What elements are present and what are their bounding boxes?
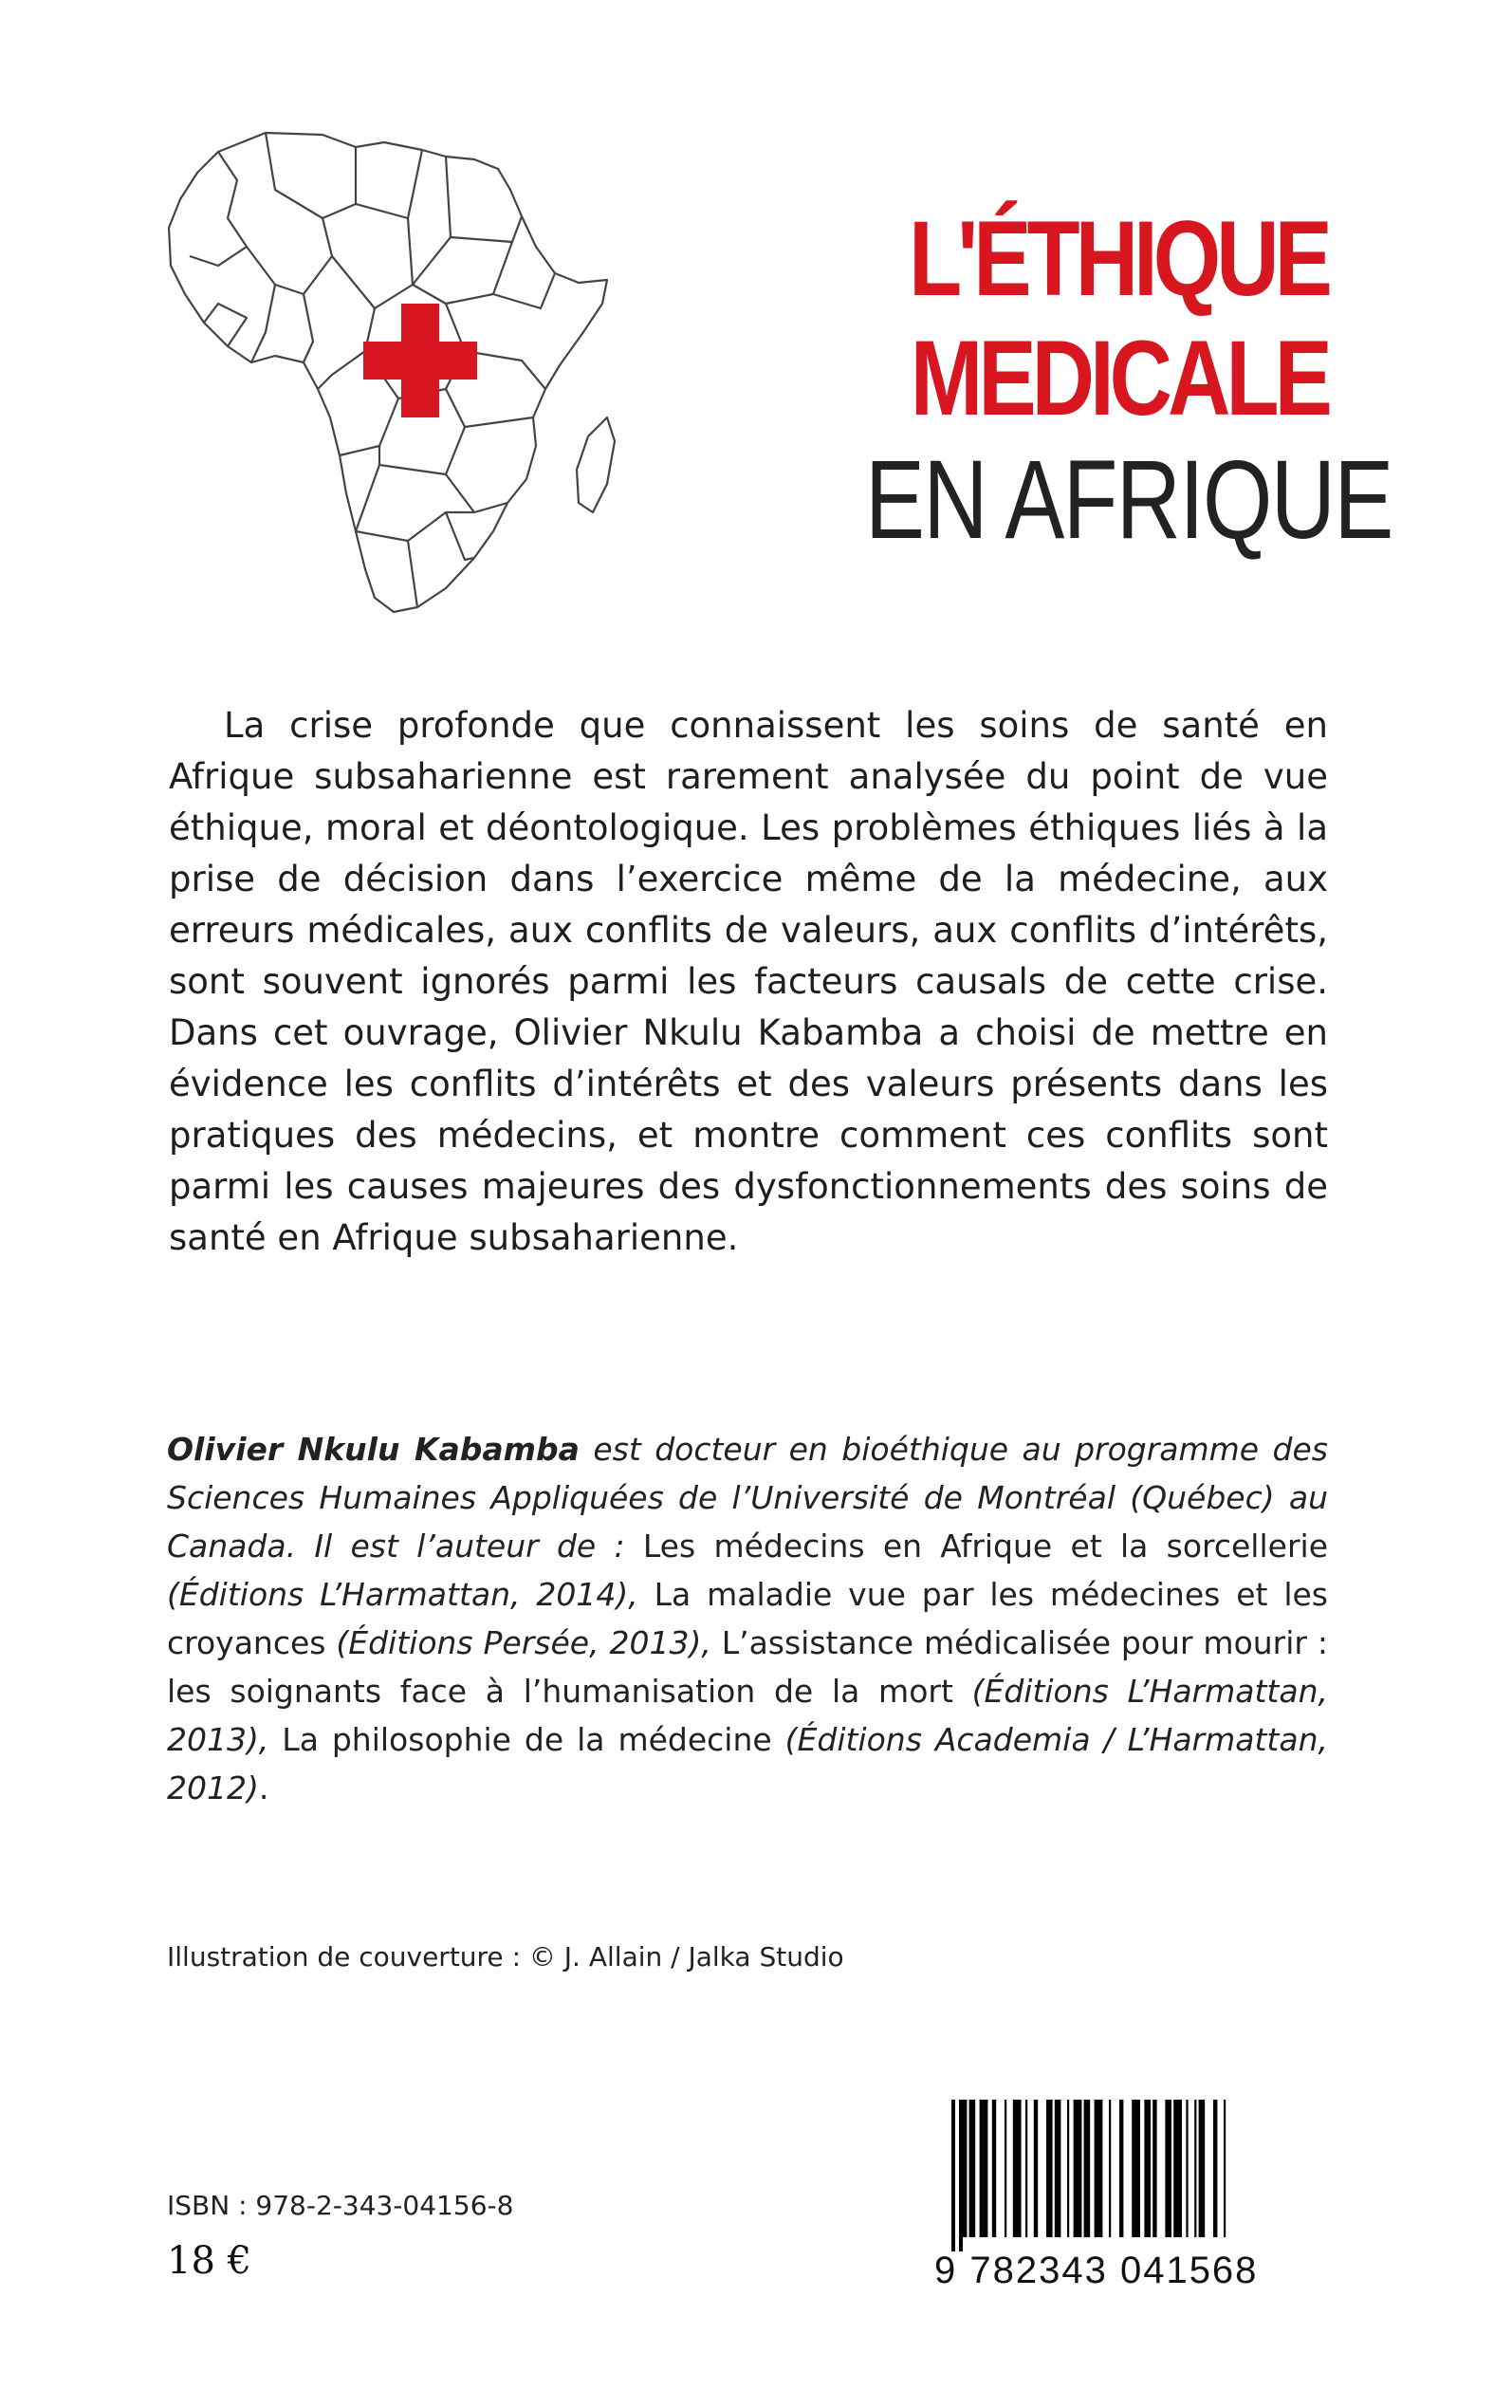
summary-text: La crise profonde que connaissent les soins de santé en Afrique subsaharienne est rarement analysée du point de vue éthique, moral et déontologique. Les problèmes éthiques liés à la prise de décision dans l’exercice même de la médecine, aux erreurs médicales, aux conflits de valeurs, aux conflits d’intérêts, sont souvent ignorés parmi les facteurs causals de cette crise. Dans cet ouvrage, Olivier Nkulu Kabamba a choisi de mettre en évidence les conflits d’intérêts et des valeurs présents dans les pratiques des médecins, et montre comment ces conflits sont parmi les causes majeures des dysfonctionnements des soins de santé en Afrique subsaharienne.	[169, 705, 1328, 1258]
bio-book-3: L’assistance médicalisée pour mourir : les soignants face à l’humanisation de la mort	[167, 1624, 1328, 1710]
barcode-bar	[1084, 2100, 1091, 2237]
bio-end: .	[258, 1769, 269, 1806]
barcode-bar	[992, 2100, 996, 2237]
barcode-bar	[1067, 2100, 1069, 2237]
barcode-bar	[1213, 2100, 1217, 2237]
barcode-bar	[1109, 2100, 1111, 2237]
barcode-bar	[1013, 2100, 1022, 2237]
barcode-icon	[934, 2100, 1333, 2251]
barcode-bar	[1194, 2100, 1196, 2237]
title-line-2: MEDICALE	[910, 319, 1328, 437]
price-label: 18 €	[167, 2239, 252, 2283]
book-title	[749, 199, 1392, 563]
isbn-label: ISBN : 978-2-343-04156-8	[167, 2190, 514, 2221]
barcode-bar	[1055, 2100, 1061, 2237]
bio-book-4: La philosophie de la médecine	[268, 1721, 785, 1758]
barcode-bar	[1034, 2100, 1038, 2237]
bio-publisher-2: (Éditions Persée, 2013),	[336, 1624, 711, 1661]
barcode-bar	[1152, 2100, 1156, 2237]
author-bio	[167, 1425, 1328, 1812]
illustration-credit: Illustration de couverture : © J. Allain / Jalka Studio	[167, 1941, 844, 1973]
barcode-bar	[1074, 2100, 1082, 2237]
bio-intro: est docteur en bioéthique au programme des Sciences Humaines Appliquées de l’Université de Montréal (Québec) au Canada. Il est l’auteur de :	[167, 1431, 1328, 1565]
author-name: Olivier Nkulu Kabamba	[167, 1431, 580, 1468]
barcode-bar	[1119, 2100, 1123, 2237]
africa-map-icon	[161, 114, 655, 645]
barcode	[934, 2100, 1333, 2299]
barcode-bar	[963, 2100, 967, 2237]
barcode-bar	[959, 2100, 963, 2251]
barcode-bar	[1173, 2100, 1182, 2237]
barcode-bar	[1025, 2100, 1027, 2237]
barcode-bar	[1144, 2100, 1151, 2237]
bio-publisher-4: (Éditions Academia / L’Harmattan, 2012)	[167, 1721, 1328, 1806]
bio-publisher-3: (Éditions L’Harmattan, 2013),	[167, 1673, 1328, 1758]
barcode-bar	[969, 2100, 976, 2237]
barcode-bar	[1224, 2100, 1226, 2237]
barcode-bar	[980, 2100, 988, 2237]
barcode-bar	[1165, 2100, 1171, 2237]
barcode-bar	[1005, 2100, 1006, 2237]
title-line-1: L'ÉTHIQUE	[909, 199, 1328, 318]
bio-publisher-1: (Éditions L’Harmattan, 2014),	[167, 1576, 638, 1613]
barcode-bar	[1186, 2100, 1188, 2237]
barcode-bar	[1132, 2100, 1140, 2237]
barcode-bar	[1199, 2100, 1206, 2237]
title-line-3: EN AFRIQUE	[865, 437, 1392, 563]
barcode-number: 9 782343 041568	[934, 2250, 1259, 2291]
barcode-bar	[1095, 2100, 1103, 2237]
bio-book-1: Les médecins en Afrique et la sorcellerie	[642, 1528, 1328, 1565]
bio-book-2: La maladie vue par les médecines et les croyances	[167, 1576, 1328, 1661]
barcode-bar	[1046, 2100, 1053, 2237]
barcode-bar	[951, 2100, 955, 2251]
